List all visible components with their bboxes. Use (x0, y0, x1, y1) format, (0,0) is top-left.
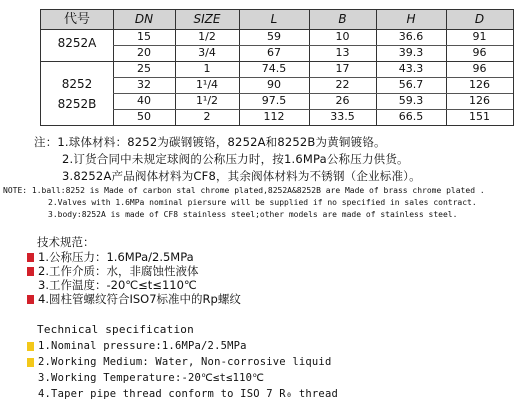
cell-d: 126 (469, 78, 490, 91)
spec-zh-text: 1.公称压力：1.6MPa/2.5MPa (38, 250, 194, 264)
cell-h: 56.7 (398, 78, 424, 91)
red-marker-icon (27, 295, 34, 304)
spec-zh-item (27, 264, 198, 278)
spec-en-text: 3.Working Temperature:-20℃≤t≤110℃ (38, 372, 265, 384)
spec-en-item (27, 355, 331, 369)
spec-zh-item (27, 250, 194, 264)
cell-h: 59.3 (398, 94, 424, 107)
red-marker-icon (27, 253, 34, 262)
red-marker-icon (27, 267, 34, 276)
cell-dn: 25 (137, 62, 151, 75)
spec-zh-title: 技术规范： (37, 235, 95, 249)
cell-l: 67 (267, 46, 281, 59)
header-size: SIZE (193, 12, 221, 26)
spec-en-item (27, 387, 338, 401)
cell-d: 126 (469, 94, 490, 107)
cell-dn: 40 (137, 94, 151, 107)
spec-zh-text: 4.圆柱管螺纹符合ISO7标准中的Rp螺纹 (38, 292, 241, 306)
spec-zh-text: 3.工作温度：-20℃≤t≤110℃ (38, 278, 197, 292)
cell-l: 74.5 (261, 62, 287, 75)
cell-dn: 15 (137, 30, 151, 43)
yellow-marker-icon (27, 342, 34, 351)
cell-b: 17 (335, 62, 350, 75)
spec-zh-item (27, 278, 197, 292)
cell-b: 26 (335, 94, 350, 107)
cell-dn: 50 (137, 110, 151, 123)
cell-h: 39.3 (398, 46, 424, 59)
cell-d: 96 (472, 62, 487, 75)
cell-d: 96 (472, 46, 487, 59)
cell-h: 43.3 (398, 62, 424, 75)
spec-marker-blank (27, 390, 34, 399)
table-header (41, 10, 513, 30)
yellow-marker-icon (27, 358, 34, 367)
cell-dn: 20 (137, 46, 151, 59)
header-model: 代号 (63, 12, 90, 27)
spec-en-title: Technical specification (37, 323, 194, 336)
note-zh-3: 3.8252A产品阀体材料为CF8，其余阀体材料为不锈钢（企业标准）。 (62, 169, 421, 183)
cell-l: 90 (267, 78, 281, 91)
spec-marker-blank (27, 374, 34, 383)
cell-b: 13 (335, 46, 350, 59)
cell-size: 3/4 (198, 46, 216, 59)
cell-h: 66.5 (398, 110, 424, 123)
cell-size: 2 (203, 110, 211, 123)
spec-en-item (27, 371, 264, 385)
spec-en-text: 4.Taper pipe thread conform to ISO 7 R₀ thread (38, 388, 338, 400)
cell-size: 1/2 (198, 30, 216, 43)
cell-size: 1 (203, 62, 211, 75)
cell-l: 59 (267, 30, 281, 43)
note-zh-2: 2.订货合同中未规定球阀的公称压力时，按1.6MPa公称压力供货。 (62, 152, 409, 166)
cell-h: 36.6 (398, 30, 424, 43)
spec-marker-blank (27, 281, 34, 290)
note-zh-1: 注：1.球体材料：8252为碳钢镀铬，8252A和8252B为黄铜镀铬。 (34, 135, 386, 149)
spec-en-text: 1.Nominal pressure:1.6MPa/2.5MPa (38, 340, 247, 352)
spec-en-item (27, 339, 247, 353)
note-en-1: NOTE: 1.ball:8252 is Made of carbon stal chrome plated,8252A&8252B are Made of brass chrome plated . (3, 186, 485, 195)
header-b: B (338, 12, 347, 26)
cell-d: 91 (472, 30, 487, 43)
model-label: 8252 (61, 77, 93, 91)
cell-l: 112 (263, 110, 285, 123)
header-l: L (270, 12, 278, 26)
model-label: 8252B (57, 97, 97, 111)
cell-b: 22 (335, 78, 350, 91)
header-h: H (406, 12, 416, 26)
dimension-table (40, 9, 514, 126)
header-dn: DN (134, 12, 154, 26)
cell-dn: 32 (137, 78, 151, 91)
cell-d: 151 (469, 110, 490, 123)
cell-b: 10 (335, 30, 350, 43)
cell-l: 97.5 (261, 94, 287, 107)
cell-size: 1¹/4 (195, 78, 219, 91)
spec-en-text: 2.Working Medium: Water, Non-corrosive liquid (38, 356, 332, 368)
header-d: D (474, 12, 485, 26)
note-en-3: 3.body:8252A is made of CF8 stainless steel;other models are made of stainless steel. (48, 210, 458, 219)
spec-zh-text: 2.工作介质：水，非腐蚀性液体 (38, 264, 199, 278)
note-en-2: 2.Valves with 1.6MPa nominal piersure will be supplied if no specified in sales contract. (48, 198, 477, 207)
cell-b: 33.5 (330, 110, 355, 123)
spec-zh-item (27, 292, 241, 306)
cell-size: 1¹/2 (195, 94, 219, 107)
model-label: 8252A (57, 36, 97, 50)
